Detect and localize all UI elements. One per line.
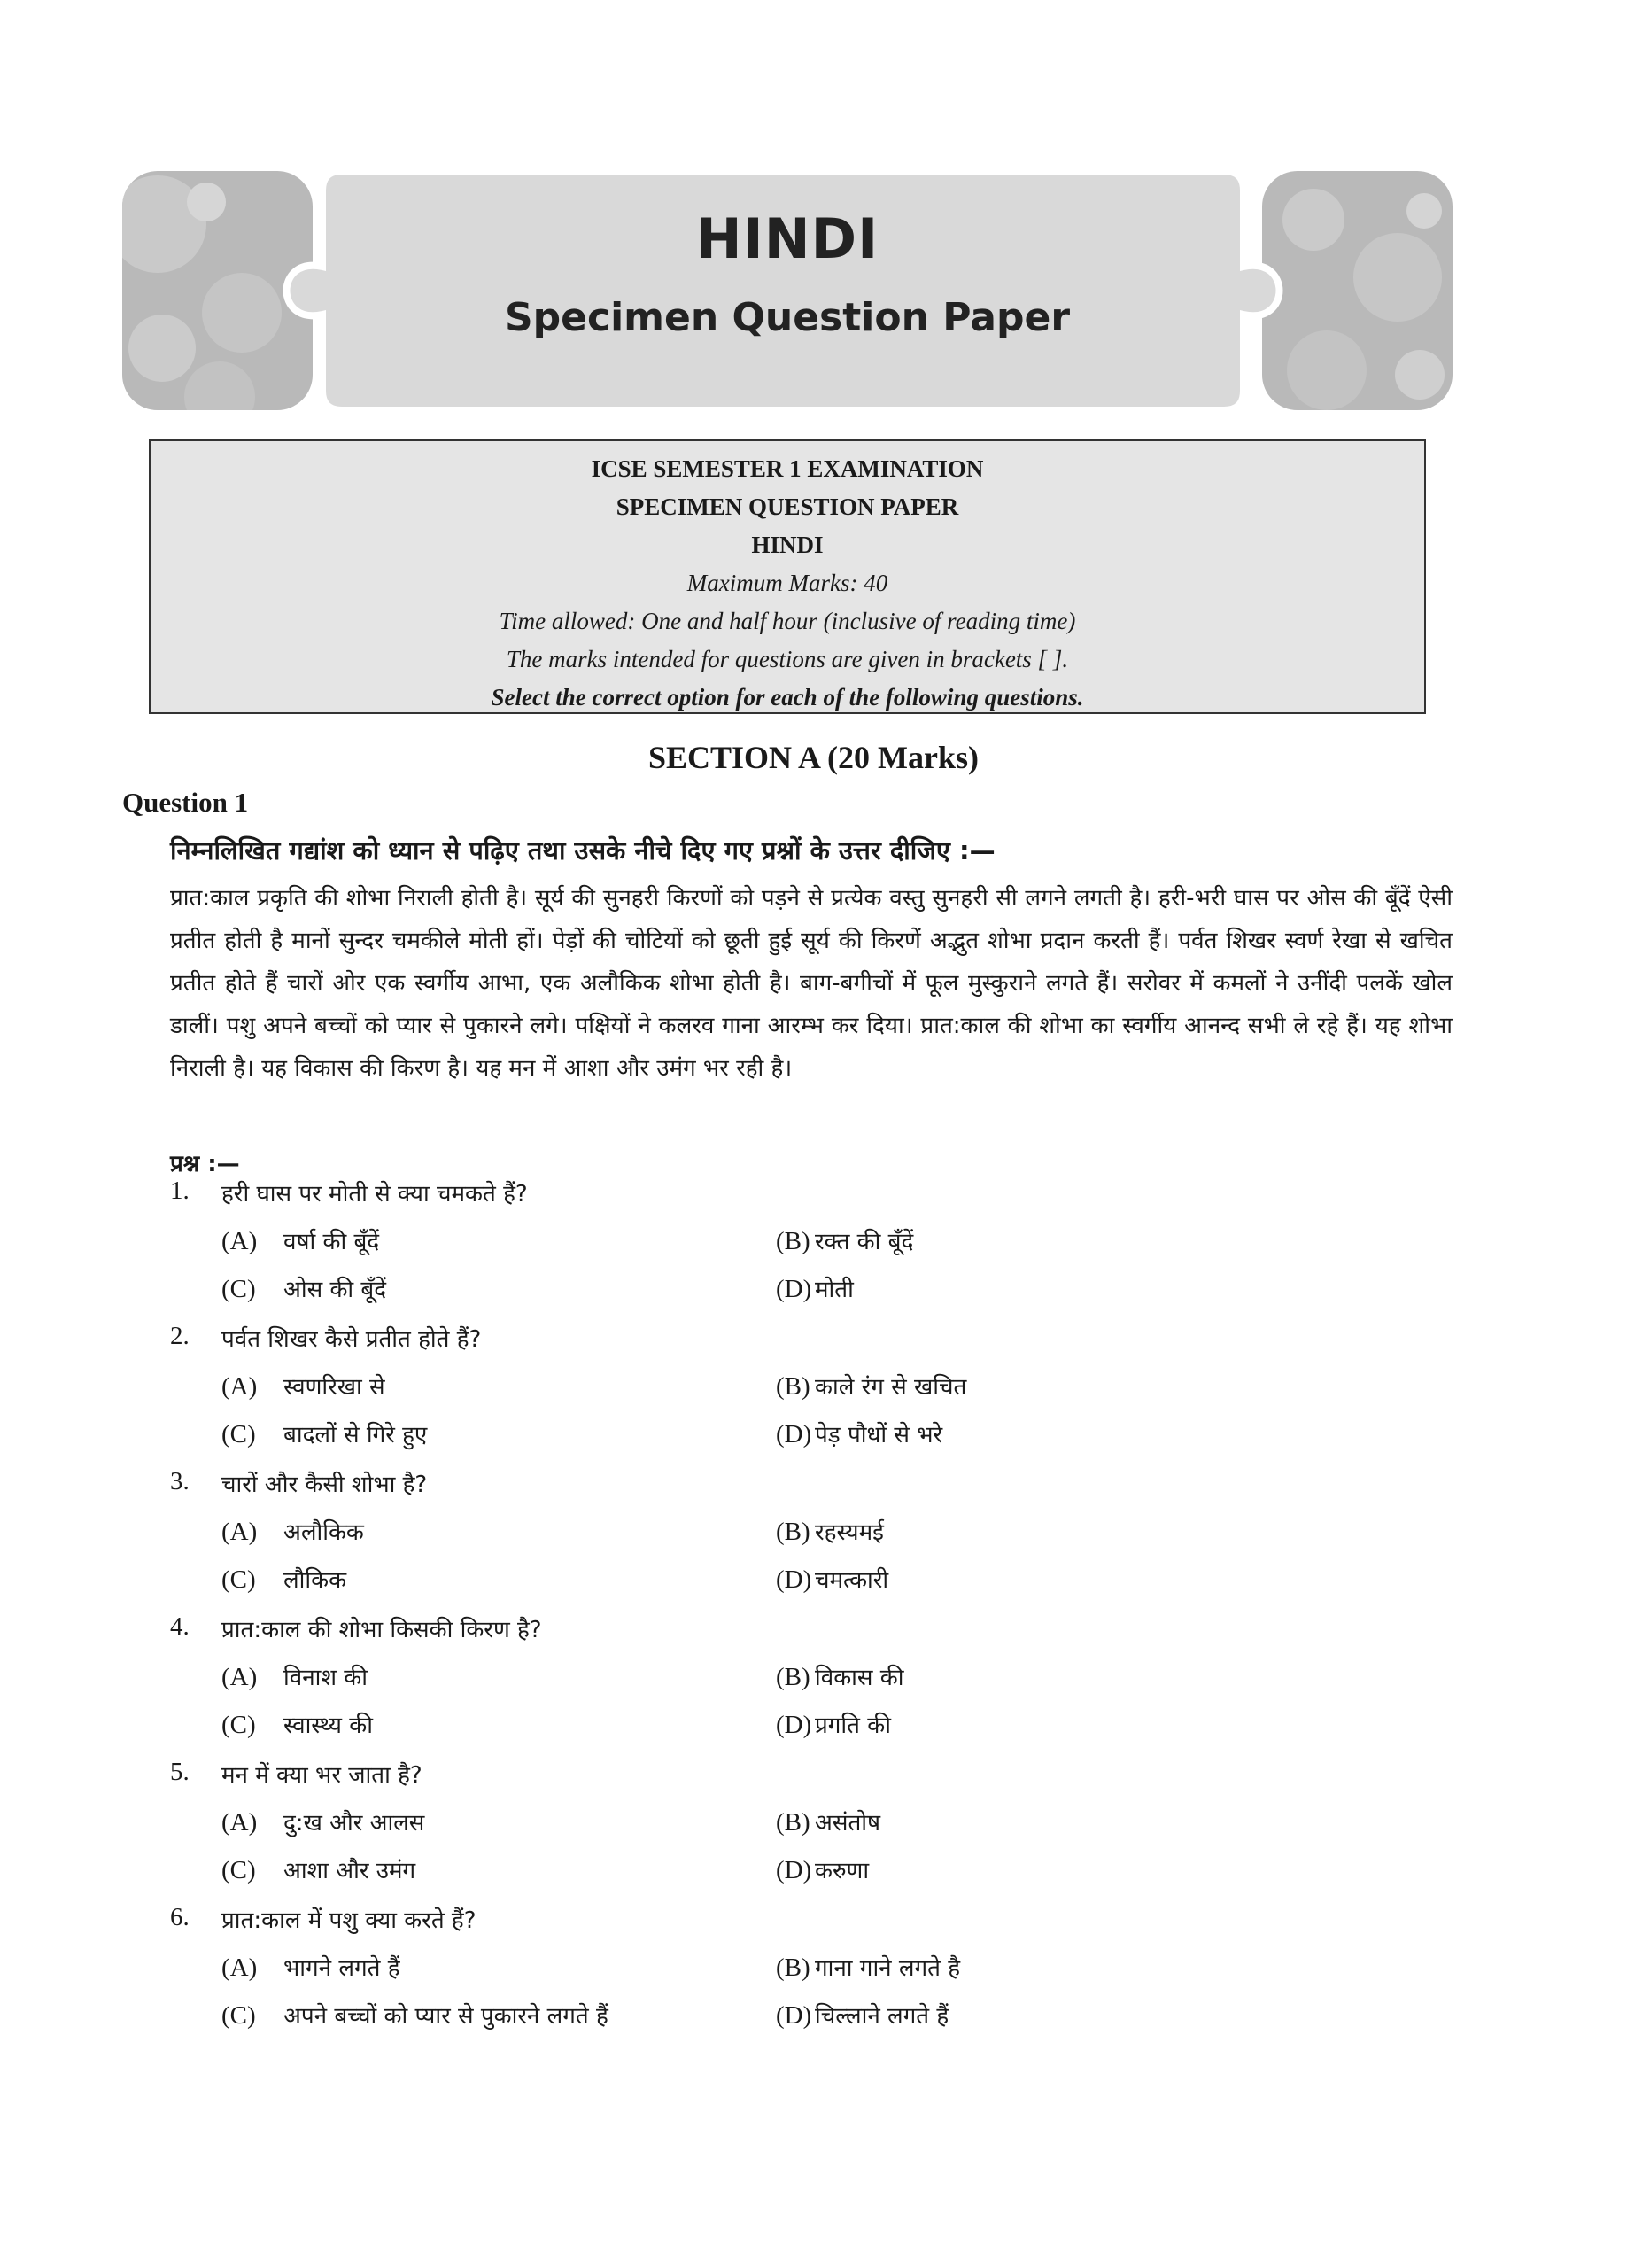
mcq-item	[0, 1903, 1627, 2045]
option-d	[776, 1708, 891, 1740]
option-label: (D)	[776, 1711, 812, 1739]
mcq-number: 3.	[170, 1467, 190, 1495]
option-label: (D)	[776, 1856, 812, 1884]
mcq-number: 4.	[170, 1612, 190, 1641]
option-d	[776, 1853, 869, 1885]
option-b	[776, 1660, 903, 1692]
option-text: रहस्यमई	[815, 1519, 884, 1546]
option-label: (B)	[776, 1663, 810, 1691]
option-text: गाना गाने लगते है	[815, 1955, 961, 1982]
option-text: आशा और उमंग	[283, 1858, 416, 1884]
option-a	[221, 1951, 400, 1983]
option-b	[776, 1515, 884, 1547]
banner-title: HINDI	[695, 206, 879, 271]
option-text: पेड़ पौधों से भरे	[815, 1422, 943, 1449]
option-text: बादलों से गिरे हुए	[283, 1422, 428, 1449]
option-label: (D)	[776, 1565, 812, 1594]
banner-subtitle: Specimen Question Paper	[504, 295, 1071, 340]
option-text: दु:ख और आलस	[283, 1810, 425, 1837]
option-label: (A)	[221, 1808, 258, 1837]
question-label: Question 1	[122, 787, 249, 818]
subject-name: HINDI	[751, 532, 824, 558]
option-label: (C)	[221, 1420, 256, 1449]
mcq-item	[0, 1758, 1627, 1899]
option-label: (D)	[776, 2001, 812, 2030]
mcq-number: 5.	[170, 1758, 190, 1786]
passage-text: प्रात:काल प्रकृति की शोभा निराली होती है। सूर्य की सुनहरी किरणों को पड़ने से प्रत्येक वस्तु सुनहरी सी लगने लगती है। हरी-भरी घास पर ओस की बूँदें ऐसी प्रतीत होती है मानों सुन्दर चमकीले मोती हों। पेड़ों की चोटियों को छूती हुई सूर्य की किरणें अद्भुत शोभा प्रदान करती हैं। पर्वत शिखर स्वर्ण रेखा से खचित प्रतीत होते हैं चारों ओर एक स्वर्गीय आभा, एक अलौकिक शोभा होती है। बाग-बगीचों में फूल मुस्कुराने लगते हैं। सरोवर में कमलों ने उनींदी पलकें खोल डालीं। पशु अपने बच्चों को प्यार से पुकारने लगे। पक्षियों ने कलरव गाना आरम्भ कर दिया। प्रात:काल की शोभा का स्वर्गीय आनन्द सभी ले रहे हैं। यह शोभा निराली है। यह विकास की किरण है। यह मन में आशा और उमंग भर रही है।	[170, 885, 1453, 1082]
option-text: लौकिक	[283, 1567, 347, 1594]
mcq-number: 6.	[170, 1903, 190, 1931]
mcq-number: 1.	[170, 1177, 190, 1205]
option-b	[776, 1370, 966, 1402]
option-a	[221, 1660, 368, 1692]
option-label: (B)	[776, 1227, 810, 1255]
mcq-item	[0, 1467, 1627, 1609]
option-text: वर्षा की बूँदें	[283, 1229, 380, 1255]
maximum-marks: Maximum Marks: 40	[686, 570, 888, 596]
option-label: (A)	[221, 1518, 258, 1546]
mcq-stem: प्रात:काल में पशु क्या करते हैं?	[221, 1907, 476, 1934]
option-text: विनाश की	[283, 1665, 368, 1691]
option-text: रक्त की बूँदें	[815, 1229, 914, 1255]
option-d	[776, 1272, 854, 1304]
option-a	[221, 1370, 385, 1402]
option-a	[221, 1224, 379, 1256]
option-text: स्वणरिखा से	[283, 1374, 385, 1401]
option-text: चमत्कारी	[815, 1567, 889, 1594]
mcq-number: 2.	[170, 1322, 190, 1350]
mcq-item	[0, 1612, 1627, 1754]
option-label: (C)	[221, 1565, 256, 1594]
general-instruction: Select the correct option for each of the following questions.	[491, 684, 1084, 711]
option-text: भागने लगते हैं	[283, 1955, 400, 1982]
option-b	[776, 1224, 913, 1256]
option-text: ओस की बूँदें	[283, 1277, 387, 1303]
mcq-item	[0, 1322, 1627, 1464]
mcq-item	[0, 1177, 1627, 1318]
mcq-stem: पर्वत शिखर कैसे प्रतीत होते हैं?	[221, 1326, 482, 1353]
option-label: (C)	[221, 1856, 256, 1884]
mcq-stem: चारों और कैसी शोभा है?	[221, 1472, 428, 1498]
option-a	[221, 1806, 424, 1837]
option-label: (C)	[221, 1275, 256, 1303]
option-label: (B)	[776, 1953, 810, 1982]
option-label: (A)	[221, 1372, 258, 1401]
option-text: असंतोष	[815, 1810, 881, 1837]
option-text: मोती	[815, 1277, 854, 1303]
option-label: (C)	[221, 1711, 256, 1739]
option-text: विकास की	[815, 1665, 904, 1691]
mcq-stem: प्रात:काल की शोभा किसकी किरण है?	[221, 1617, 542, 1643]
option-label: (B)	[776, 1518, 810, 1546]
mcq-stem: मन में क्या भर जाता है?	[221, 1762, 422, 1789]
section-title: SECTION A (20 Marks)	[647, 740, 980, 775]
option-text: अलौकिक	[283, 1519, 364, 1546]
option-c	[221, 1272, 386, 1304]
option-d	[776, 1418, 942, 1449]
option-text: स्वास्थ्य की	[283, 1713, 373, 1739]
questions-heading: प्रश्न :—	[170, 1151, 240, 1177]
option-label: (D)	[776, 1420, 812, 1449]
option-label: (B)	[776, 1808, 810, 1837]
exam-name: ICSE SEMESTER 1 EXAMINATION	[591, 455, 984, 482]
option-d	[776, 1563, 888, 1595]
mcq-stem: हरी घास पर मोती से क्या चमकते हैं?	[221, 1181, 528, 1208]
option-label: (B)	[776, 1372, 810, 1401]
exam-info-box	[149, 439, 1426, 714]
option-text: काले रंग से खचित	[815, 1374, 967, 1401]
option-a	[221, 1515, 364, 1547]
option-c	[221, 1708, 373, 1740]
option-b	[776, 1951, 960, 1983]
option-label: (A)	[221, 1953, 258, 1982]
option-c	[221, 1563, 346, 1595]
page-banner	[122, 171, 1453, 410]
option-text: चिल्लाने लगते हैं	[815, 2003, 949, 2030]
option-label: (A)	[221, 1227, 258, 1255]
paper-type: SPECIMEN QUESTION PAPER	[616, 493, 959, 520]
option-label: (D)	[776, 1275, 812, 1303]
passage-instruction: निम्नलिखित गद्यांश को ध्यान से पढ़िए तथा उसके नीचे दिए गए प्रश्नों के उत्तर दीजिए :—	[170, 835, 996, 866]
time-allowed: Time allowed: One and half hour (inclusive of reading time)	[499, 608, 1076, 634]
option-c	[221, 1853, 415, 1885]
option-label: (A)	[221, 1663, 258, 1691]
option-text: अपने बच्चों को प्यार से पुकारने लगते हैं	[283, 2003, 608, 2030]
option-b	[776, 1806, 880, 1837]
option-text: करुणा	[815, 1858, 870, 1884]
option-d	[776, 1999, 949, 2031]
option-label: (C)	[221, 2001, 256, 2030]
option-c	[221, 1418, 427, 1449]
marks-note: The marks intended for questions are given in brackets [ ].	[506, 646, 1069, 672]
option-c	[221, 1999, 608, 2031]
option-text: प्रगति की	[815, 1713, 891, 1739]
